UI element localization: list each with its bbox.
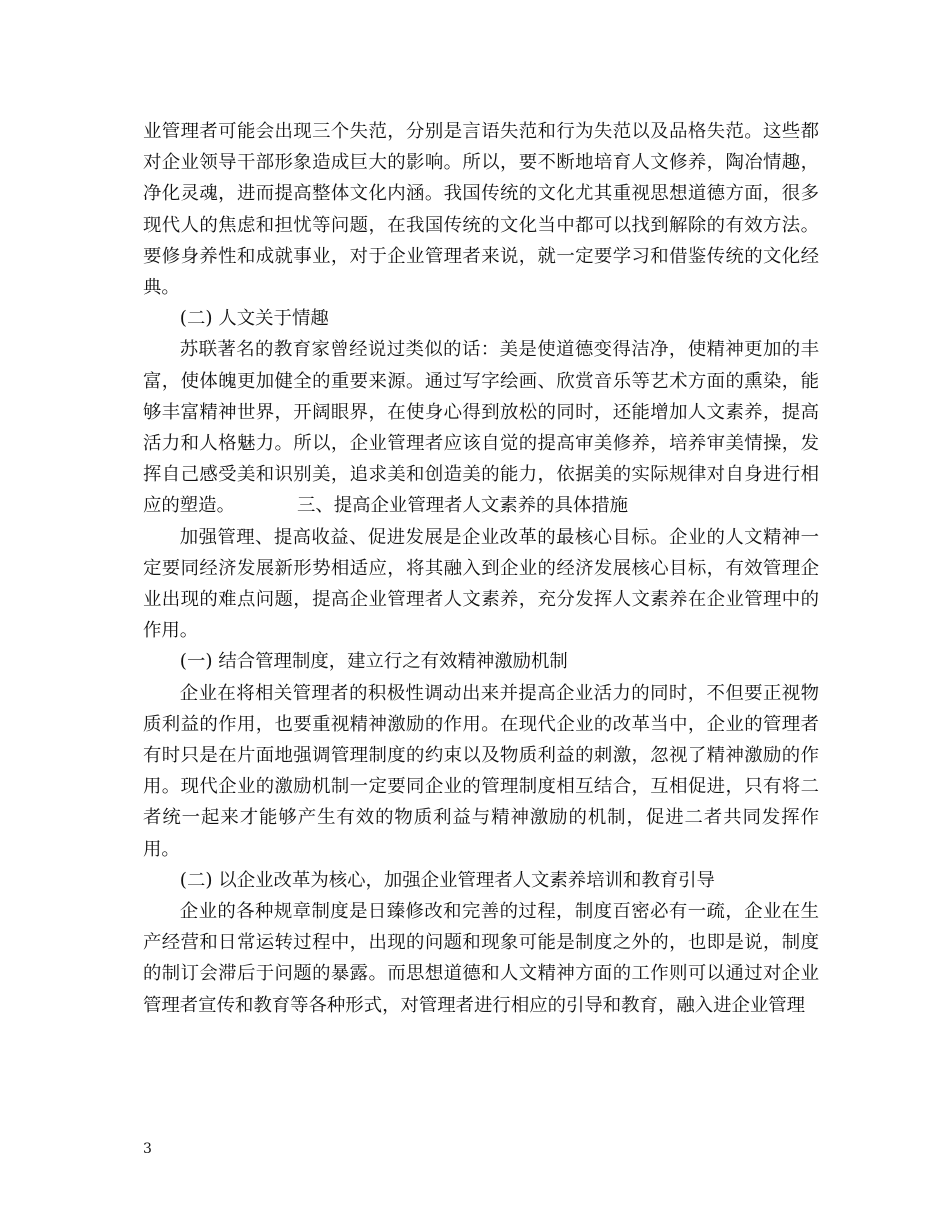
page-number: 3	[143, 1141, 152, 1157]
section-heading-incentive: (一) 结合管理制度，建立行之有效精神激励机制	[179, 651, 568, 673]
section-heading-measures: 三、提高企业管理者人文素养的具体措施	[296, 495, 629, 517]
document-body	[143, 116, 819, 1021]
paragraph-continued: 业管理者可能会出现三个失范，分别是言语失范和行为失范以及品格失范。这些都对企业领导干部形象造成巨大的影响。所以，要不断地培育人文修养，陶冶情趣，净化灵魂，进而提高整体文化内涵。我国传统的文化尤其重视思想道德方面，很多现代人的焦虑和担忧等问题，在我国传统的文化当中都可以找到解除的有效方法。要修身养性和成就事业，对于企业管理者来说，就一定要学习和借鉴传统的文化经典。	[143, 121, 819, 299]
paragraph-incentive: 企业在将相关管理者的积极性调动出来并提高企业活力的同时，不但要正视物质利益的作用，也要重视精神激励的作用。在现代企业的改革当中，企业的管理者有时只是在片面地强调管理制度的约束以及物质利益的刺激，忽视了精神激励的作用。现代企业的激励机制一定要同企业的管理制度相互结合，互相促进，只有将二者统一起来才能够产生有效的物质利益与精神激励的机制，促进二者共同发挥作用。	[143, 682, 819, 860]
paragraph-aesthetics	[143, 334, 819, 521]
paragraph-training: 企业的各种规章制度是日臻修改和完善的过程，制度百密必有一疏，企业在生产经营和日常运转过程中，出现的问题和现象可能是制度之外的，也即是说，制度的制订会滞后于问题的暴露。而思想道德和人文精神方面的工作则可以通过对企业管理者宣传和教育等各种形式，对管理者进行相应的引导和教育，融入进企业管理	[143, 901, 819, 1016]
paragraph-aesthetics-text: 苏联著名的教育家曾经说过类似的话：美是使道德变得洁净，使精神更加的丰富，使体魄更加健全的重要来源。通过写字绘画、欣赏音乐等艺术方面的熏染，能够丰富精神世界，开阔眼界，在使身心得到放松的同时，还能增加人文素养，提高活力和人格魅力。所以，企业管理者应该自觉的提高审美修养，培养审美情操，发挥自己感受美和识别美，追求美和创造美的能力，依据美的实际规律对自身进行相应的塑造。	[143, 339, 819, 517]
paragraph-goals: 加强管理、提高收益、促进发展是企业改革的最核心目标。企业的人文精神一定要同经济发展新形势相适应，将其融入到企业的经济发展核心目标，有效管理企业出现的难点问题，提高企业管理者人文素养，充分发挥人文素养在企业管理中的作用。	[143, 526, 819, 642]
section-heading-interest: (二) 人文关于情趣	[179, 308, 329, 330]
section-heading-training: (二) 以企业改革为核心，加强企业管理者人文素养培训和教育引导	[179, 869, 715, 891]
